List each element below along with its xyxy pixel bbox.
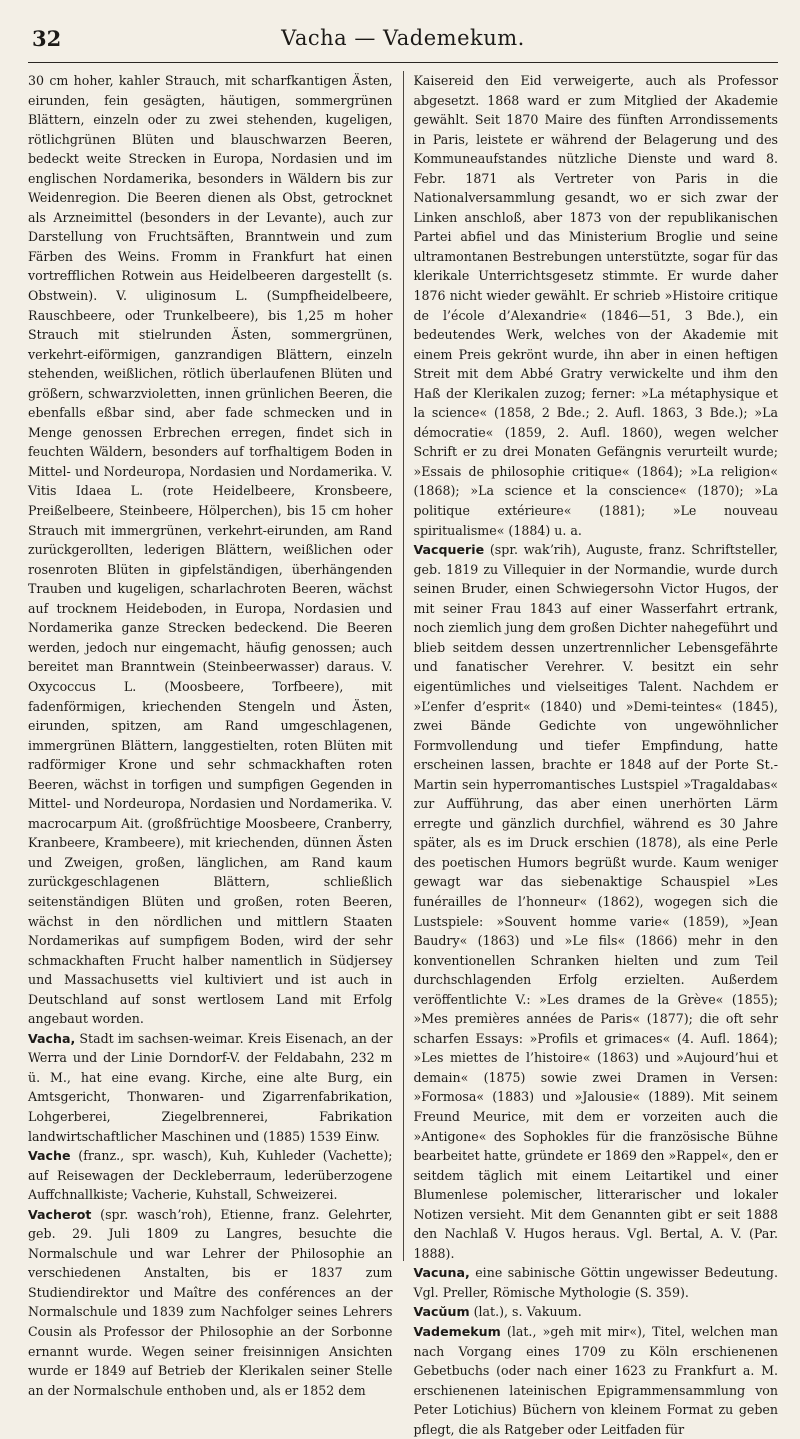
entry-text: 30 cm hoher, kahler Strauch, mit scharfkantigen Ästen, eirunden, fein gesägten, häutigen, sommergrünen Blättern, einzeln oder zu zwei stehenden, kugeligen, rötlichgrünen Blüten und blauschwarzen Beeren, bedeckt weite Strecken in Europa, Nordasien und im englischen Nordamerika, besonders in Wäldern bis zur Weidenregion. Die Beeren dienen als Obst, getrocknet als Arzneimittel (besonders in der Levante), auch zur Darstellung von Fruchtsäften, Branntwein und zum Färben des Weins. Fromm in Frankfurt hat einen vortrefflichen Rotwein aus Heidelbeeren dargestellt (s. Obstwein). V. uliginosum L. (Sumpfheidelbeere, Rauschbeere, oder Trunkelbeere), bis 1,25 m hoher Strauch mit stielrunden Ästen, sommergrünen, verkehrt-eiförmigen, ganzrandigen Blättern, einzeln stehenden, weißlichen, rötlich überlaufenen Blüten und größern, schwarzvioletten, innen grünlichen Beeren, die ebenfalls eßbar sind, aber fade schmecken und in Menge genossen Erbrechen erregen, findet sich in feuchten Wäldern, besonders auf torfhaltigem Boden in Mittel- und Nordeuropa, Nordasien und Nordamerika. V. Vitis Idaea L. (rote Heidelbeere, Kronsbeere, Preißelbeere, Steinbeere, Hölperchen), bis 15 cm hoher Strauch mit immergrünen, verkehrt-eirunden, am Rand zurückgerollten, lederigen Blättern, weißlichen oder rosenroten Blüten in gipfelständigen, überhängenden Trauben und kugeligen, scharlachroten Beeren, wächst auf trocknem Heideboden, in Europa, Nordasien und Nordamerika ganze Strecken bedeckend. Die Beeren werden, jedoch nur eingemacht, häufig genossen; auch bereitet man Branntwein (Steinbeerwasser) daraus. V. Oxycoccus L. (Moosbeere, Torfbeere), mit fadenförmigen, kriechenden Stengeln und Ästen, eirunden, spitzen, am Rand umgeschlagenen, immergrünen Blättern, langgestielten, roten Blüten mit radförmiger Krone und sehr schmackhaften roten Beeren, wächst in torfigen und sumpfigen Gegenden in Mittel- und Nordeuropa, Nordasien und Nordamerika. V. macrocarpum Ait. (großfrüchtige Moosbeere, Cranberry, Kranbeere, Krambeere), mit kriechenden, dünnen Ästen und Zweigen, großen, länglichen, am Rand kaum zurückgeschlagenen Blättern, schließlich seitenständigen Blüten und großen, roten Beeren, wächst in den nördlichen und mittlern Staaten Nordamerikas auf sumpfigem Boden, wird der sehr schmackhaften Frucht halber namentlich in Südjersey und Massachusetts viel kultiviert und ist auch in Deutschland auf sonst wertlosem Land mit Erfolg angebaut worden. [28, 73, 393, 1027]
entry-paragraph [414, 71, 779, 540]
entry-lemma: Vademekum [413, 1324, 501, 1339]
left-column [28, 71, 393, 1398]
entry-text: Kaisereid den Eid verweigerte, auch als Professor abgesetzt. 1868 ward er zum Mitglied der Akademie gewählt. Seit 1870 Maire des fünften Arrondissements in Paris, leistete er während der Belagerung und des Kommuneaufstandes nützliche Dienste und ward 8. Febr. 1871 als Vertreter von Paris in die Nationalversammlung gesandt, wo er sich zwar der Linken anschloß, aber 1873 von der republikanischen Partei abfiel und das Ministerium Broglie und seine ultramontanen Bestrebungen unterstützte, sogar für das klerikale Unterrichtsgesetz stimmte. Er wurde daher 1876 nicht wieder gewählt. Er schrieb »Histoire critique de l’école d’Alexandrie« (1846—51, 3 Bde.), ein bedeutendes Werk, welches von der Akademie mit einem Preis gekrönt wurde, ihn aber in einen heftigen Streit mit dem Abbé Gratry verwickelte und ihm den Haß der Klerikalen zuzog; ferner: »La métaphysique et la science« (1858, 2 Bde.; 2. Aufl. 1863, 3 Bde.); »La démocratie« (1859, 2. Aufl. 1860), wegen welcher Schrift er zu drei Monaten Gefängnis verurteilt wurde; »Essais de philosophie critique« (1864); »La religion« (1868); »La science et la conscience« (1870); »La politique extérieure« (1881); »Le nouveau spiritualisme« (1884) u. a. [413, 73, 778, 538]
entry-lemma: Vache [28, 1148, 71, 1164]
entry-text: (lat.), s. Vakuum. [469, 1304, 582, 1320]
entry-paragraph [28, 71, 393, 1029]
entry-text: (franz., spr. wasch), Kuh, Kuhleder (Vachette); auf Reisewagen der Deckleberraum, lederüberzogene Auffchnallkiste; Vacherie, Kuhstall, Schweizerei. [28, 1148, 393, 1203]
entry-paragraph [28, 1205, 393, 1400]
entry-paragraph [28, 1029, 393, 1146]
entry-lemma: Vacha, [28, 1030, 76, 1046]
page-header [28, 0, 778, 63]
entry-paragraph [414, 540, 779, 1263]
text-columns [28, 71, 778, 1437]
entry-lemma: Vacquerie [413, 542, 485, 558]
entry-text: eine sabinische Göttin ungewisser Bedeutung. Vgl. Preller, Römische Mythologie (S. 359). [413, 1265, 778, 1300]
entry-text: (spr. waschʼroh), Etienne, franz. Gelehrter, geb. 29. Juli 1809 zu Langres, besuchte die Normalschule und war Lehrer der Philosophie an verschiedenen Anstalten, bis er 1837 zum Studiendirektor und Maître des conférences an der Normalschule und 1839 zum Nachfolger seines Lehrers Cousin als Professor der Philosophie an der Sorbonne ernannt wurde. Wegen seiner freisinnigen Ansichten wurde er 1849 auf Betrieb der Klerikalen seiner Stelle an der Normalschule enthoben und, als er 1852 dem [28, 1206, 393, 1398]
entry-text: Stadt im sachsen-weimar. Kreis Eisenach, an der Werra und der Linie Dorndorf-V. der Feldabahn, 232 m ü. M., hat eine evang. Kirche, eine alte Burg, ein Amtsgericht, Thonwaren- und Zigarrenfabrikation, Lohgerberei, Ziegelbrennerei, Fabrikation landwirtschaftlicher Maschinen und (1885) 1539 Einw. [28, 1030, 393, 1144]
entry-lemma: Vacherot [28, 1206, 92, 1222]
page-number: 32 [32, 26, 62, 51]
entry-text: (spr. wakʼrih), Auguste, franz. Schriftsteller, geb. 1819 zu Villequier in der Normandie, wurde durch seinen Bruder, einen Schwiegersohn Victor Hugos, der mit seiner Frau 1843 auf einer Wasserfahrt ertrank, noch ziemlich jung dem großen Dichter nahegeführt und blieb seitdem dessen unzertrennlicher Lebensgefährte und fanatischer Verehrer. V. besitzt ein sehr eigentümliches und vielseitiges Talent. Nachdem er »L’enfer d’esprit« (1840) und »Demi-teintes« (1845), zwei Bände Gedichte von ungewöhnlicher Formvollendung und tiefer Empfindung, hatte erscheinen lassen, brachte er 1848 auf der Porte St.-Martin sein hyperromantisches Lustspiel »Tragaldabas« zur Aufführung, das aber einen unerhörten Lärm erregte und gänzlich durchfiel, während es 30 Jahre später, als es im Druck erschien (1878), als eine Perle des poetischen Humors begrüßt wurde. Kaum weniger gewagt war das siebenaktige Schauspiel »Les funérailles de l’honneur« (1862), wogegen sich die Lustspiele: »Souvent homme varie« (1859), »Jean Baudry« (1863) und »Le fils« (1866) mehr in den konventionellen Schranken hielten und zum Teil durchschlagenden Erfolg erzielten. Außerdem veröffentlichte V.: »Les drames de la Grève« (1855); »Mes premières années de Paris« (1877); die oft sehr scharfen Essays: »Profils et grimaces« (4. Aufl. 1864); »Les miettes de l’histoire« (1863) und »Aujourd’hui et demain« (1875) sowie zwei Dramen in Versen: »Formosa« (1883) und »Jalousie« (1889). Mit seinem Freund Meurice, mit dem er vorzeiten auch die »Antigone« des Sophokles für die französische Bühne bearbeitet hatte, gründete er 1869 den »Rappel«, den er seitdem täglich mit einem Leitartikel und einer Blumenlese polemischer, litterarischer und lokaler Notizen versieht. Mit dem Genannten gibt er seit 1888 den Nachlaß V. Hugos heraus. Vgl. Bertal, A. V. (Par. 1888). [413, 542, 778, 1261]
right-column [413, 71, 779, 1437]
entry-lemma: Vacŭum [413, 1304, 470, 1320]
entry-text: (lat., »geh mit mir«), Titel, welchen man nach Vorgang eines 1709 zu Köln erschienenen Gebetbuchs (oder nach einer 1623 zu Frankfurt a. M. erschienenen lateinischen Epigrammensammlung von Peter Lotichius) Büchern von kleinem Format zu geben pflegt, die als Ratgeber oder Leitfaden für [413, 1324, 778, 1437]
column-divider [403, 71, 404, 1261]
entry-lemma: Vacuna, [413, 1265, 470, 1281]
entry-paragraph [28, 1146, 393, 1205]
entry-paragraph [414, 1302, 779, 1322]
running-head: Vacha — Vademekum. [281, 26, 525, 50]
entry-paragraph [414, 1322, 779, 1439]
entry-paragraph [414, 1263, 779, 1302]
